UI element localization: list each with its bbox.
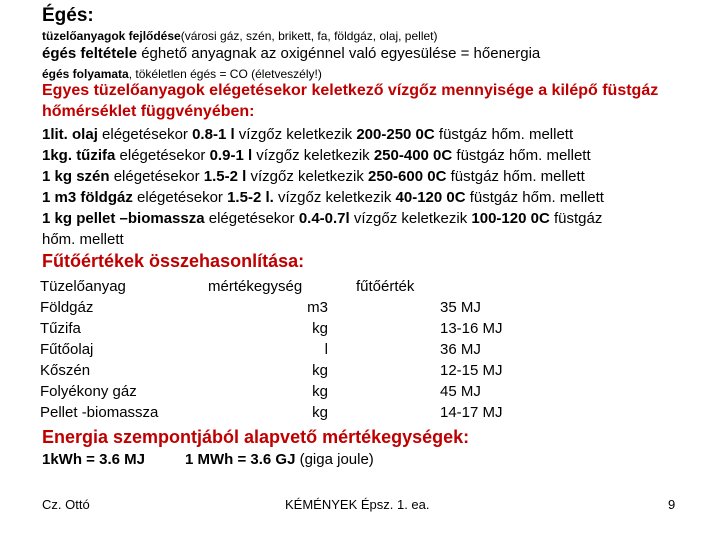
intro-fuels-text: (városi gáz, szén, brikett, fa, földgáz, olaj, pellet) — [180, 29, 438, 43]
vapor-line-continuation: hőm. mellett — [42, 231, 124, 248]
fuel-name: földgáz — [80, 189, 133, 206]
intro-process-text: , tökéletlen égés = CO (életveszély!) — [128, 67, 322, 81]
footer-page-number: 9 — [668, 497, 676, 512]
heating-values-table — [40, 276, 503, 423]
units-line — [42, 451, 374, 468]
page-title: Égés: — [42, 5, 94, 26]
mwh-note: (giga joule) — [295, 451, 374, 468]
fuel-name: pellet –biomassza — [76, 210, 205, 227]
vapor-line: 1 kg szén elégetésekor 1.5-2 l vízgőz keletkezik 250-600 0C füstgáz hőm. mellett — [42, 168, 585, 185]
footer-author: Cz. Ottó — [42, 497, 90, 512]
table-row: Pellet -biomassza kg 14-17 MJ — [40, 404, 503, 421]
col-header-fuel: Tüzelőanyag — [40, 278, 126, 295]
table-row: Fűtőolaj l 36 MJ — [40, 341, 481, 358]
fuel-name: tűzifa — [76, 147, 116, 164]
fuel-name: olaj — [72, 126, 98, 143]
mwh-conversion: 1 MWh = 3.6 GJ — [184, 451, 296, 468]
intro-line-fuels — [42, 29, 438, 43]
vapor-paragraph — [42, 124, 604, 250]
intro-line-condition — [42, 45, 540, 62]
intro-fuels-label: tüzelőanyagok fejlődése — [42, 29, 181, 43]
vapor-line: 1kg. tűzifa elégetésekor 0.9-1 l vízgőz keletkezik 250-400 0C füstgáz hőm. mellett — [42, 147, 591, 164]
intro-process-label: égés folyamata — [42, 67, 129, 81]
table-row: Földgáz m3 35 MJ — [40, 299, 481, 316]
footer-course: KÉMÉNYEK Épsz. 1. ea. — [285, 497, 430, 512]
fuel-name: szén — [76, 168, 110, 185]
vapor-heading-text: Egyes tüzelőanyagok elégetésekor keletkező vízgőz mennyisége a kilépő füstgáz hőmérséklet függvényében: — [42, 82, 659, 120]
units-heading: Energia szempontjából alapvető mértékegységek: — [42, 427, 470, 447]
col-header-value: fűtőérték — [356, 278, 415, 295]
col-header-unit: mértékegység — [208, 278, 303, 295]
intro-condition-label: égés feltétele — [42, 45, 138, 62]
vapor-heading — [42, 80, 682, 122]
intro-line-process — [42, 67, 322, 81]
vapor-line: 1lit. olaj elégetésekor 0.8-1 l vízgőz keletkezik 200-250 0C füstgáz hőm. mellett — [42, 126, 574, 143]
intro-condition-text: éghető anyagnak az oxigénnel való egyesülése = hőenergia — [137, 45, 541, 62]
heating-values-heading: Fűtőértékek összehasonlítása: — [42, 251, 305, 271]
table-row: Tűzifa kg 13-16 MJ — [40, 320, 503, 337]
vapor-line: 1 kg pellet –biomassza elégetésekor 0.4-0.7l vízgőz keletkezik 100-120 0C füstgáz — [42, 210, 603, 227]
kwh-conversion: 1kWh = 3.6 MJ — [42, 451, 145, 468]
vapor-line: 1 m3 földgáz elégetésekor 1.5-2 l. vízgőz keletkezik 40-120 0C füstgáz hőm. mellett — [42, 189, 604, 206]
table-row: Folyékony gáz kg 45 MJ — [40, 383, 481, 400]
table-row: Kőszén kg 12-15 MJ — [40, 362, 503, 379]
table-header-row — [40, 276, 503, 297]
